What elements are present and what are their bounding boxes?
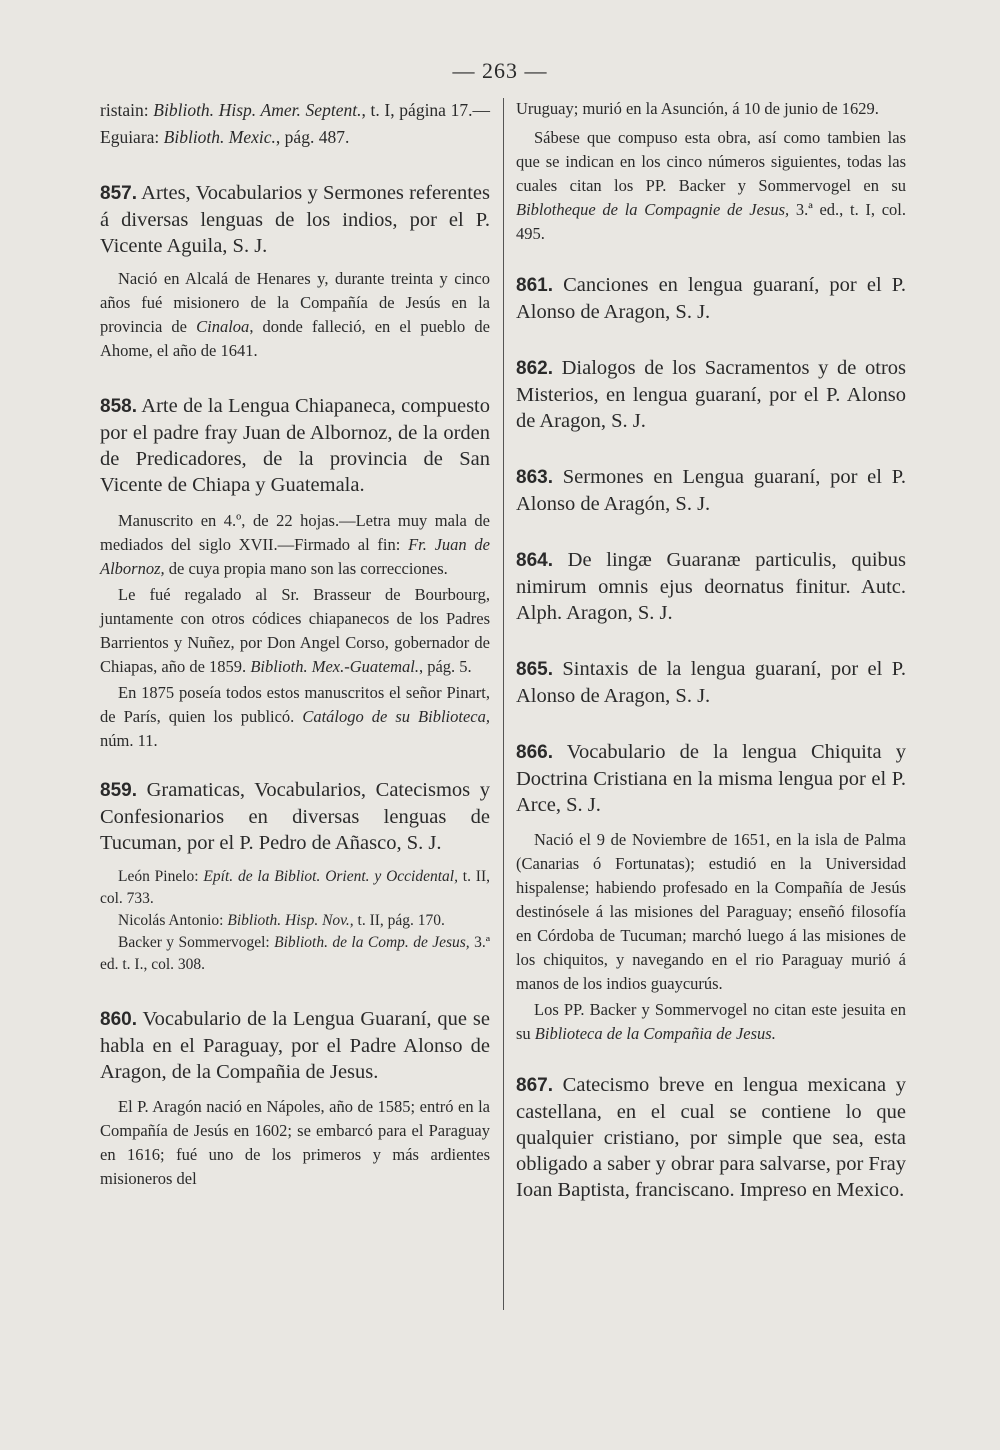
note-text: Le fué regalado al Sr. Brasseur de Bourbourg, juntamente con otros códices chiapanecos de los Padres Barrientos y Nuñez, por Don Angel Corso, gobernador de Chiapas, año de 1859.	[100, 585, 490, 676]
entry-859-ref-1	[100, 866, 490, 910]
entry-860-note: El P. Aragón nació en Nápoles, año de 1585; entró en la Compañía de Jesús en 1602; se embarcó para el Paraguay en 1616; fué uno de los primeros y más ardientes misioneros del	[100, 1097, 490, 1188]
left-column	[100, 97, 490, 1191]
continuation-text-e: , pág. 487.	[275, 127, 350, 147]
entry-862	[516, 355, 906, 434]
entry-number: 864.	[516, 550, 553, 571]
entry-859	[100, 777, 490, 976]
entry-860-heading	[100, 1006, 490, 1085]
entry-number: 859.	[100, 780, 137, 801]
continuation-note	[516, 126, 906, 246]
entry-number: 860.	[100, 1009, 137, 1030]
entry-title: De lingæ Guaranæ particulis, quibus nimirum omnis ejus deornatus finitur. Autc. Alph. Aragon, S. J.	[516, 549, 906, 624]
ref-italic: Biblioth. Hisp. Nov.,	[227, 912, 354, 929]
right-column	[516, 97, 906, 1203]
entry-title: Catecismo breve en lengua mexicana y castellana, en el cual se contiene lo que qualquier cristiano, por simple que sea, esta obligado a saber y obrar para salvarse, por Fray Ioan Baptista, franciscano. Impreso en Mexico.	[516, 1074, 906, 1201]
entry-857	[100, 180, 490, 363]
entry-title: Vocabulario de la lengua Chiquita y Doctrina Cristiana en la misma lengua por el P. Arce, S. J.	[516, 741, 906, 816]
note-text-end: , pág. 5.	[418, 657, 472, 676]
entry-title: Arte de la Lengua Chiapaneca, compuesto por el padre fray Juan de Albornoz, de la orden de Predicadores, de la provincia de San Vicente de Chiapa y Guatemala.	[100, 395, 490, 496]
ref-text: Backer y Sommervogel:	[118, 934, 275, 951]
ref-text-end: t. II, pág. 170.	[353, 912, 445, 929]
entry-866	[516, 739, 906, 1046]
entry-864	[516, 547, 906, 626]
note-italic: Biblioth. Mex.-Guatemal.	[250, 657, 419, 676]
continuation-text-a: ristain:	[100, 100, 154, 120]
column-divider	[503, 98, 504, 1310]
note-italic: Catálogo de su Biblioteca,	[302, 707, 490, 726]
entry-866-note-1: Nació el 9 de Noviembre de 1651, en la isla de Palma (Canarias ó Fortunatas); estudió en la Universidad hispalense; habiendo profesado en la Compañía de Jesús destinósele á las misiones del Paraguay; enseñó filosofía en Córdoba de Tucuman; marchó luego á las misiones de los chiquitos, y navegando en el rio Paraguay murió á manos de los indios guaycurús.	[516, 830, 906, 993]
continuation-citation: Biblioth. Hisp. Amer. Septent.	[153, 100, 362, 120]
entry-858-heading	[100, 393, 490, 498]
ref-text: Nicolás Antonio:	[118, 912, 228, 929]
entry-858-note-3	[100, 681, 490, 753]
entry-number: 858.	[100, 396, 137, 417]
ref-italic: Biblioth. de la Comp. de Jesus,	[274, 934, 470, 951]
page-number: — 263 —	[452, 58, 548, 83]
note-text-end: 3.ª ed., t. I, col. 495.	[516, 200, 906, 243]
note-italic: Biblotheque de la Compagnie de Jesus,	[516, 200, 790, 219]
entry-number: 867.	[516, 1075, 553, 1096]
note-text: Sábese que compuso esta obra, así como tambien las que se indican en los cinco números siguientes, todas las cuales citan los PP. Backer y Sommervogel en su	[516, 128, 906, 195]
entry-866-heading	[516, 739, 906, 818]
note-text: En 1875 poseía todos estos manuscritos el señor Pinart, de París, quien los publicó.	[100, 683, 490, 726]
note-text: Nació en Alcalá de Henares y, durante treinta y cinco años fué misionero de la Compañía de Jesús en la provincia de	[100, 269, 490, 336]
entry-title: Dialogos de los Sacramentos y de otros Misterios, en lengua guaraní, por el P. Alonso de Aragon, S. J.	[516, 357, 906, 432]
entry-857-note	[100, 267, 490, 363]
entry-867	[516, 1072, 906, 1203]
entry-number: 865.	[516, 659, 553, 680]
entry-866-note-2	[516, 998, 906, 1046]
entry-858	[100, 393, 490, 753]
entry-863	[516, 464, 906, 517]
ref-text-end: t. II, col. 733.	[100, 868, 490, 907]
entry-title: Canciones en lengua guaraní, por el P. Alonso de Aragon, S. J.	[516, 274, 906, 323]
entry-857-heading	[100, 180, 490, 259]
entry-number: 862.	[516, 358, 553, 379]
ref-text-end: 3.ª ed. t. I., col. 308.	[100, 934, 490, 973]
note-text-end: de cuya propia mano son las correcciones.	[164, 559, 448, 578]
note-text-end: núm. 11.	[100, 731, 158, 750]
entry-number: 866.	[516, 742, 553, 763]
continuation-text: Uruguay; murió en la Asunción, á 10 de junio de 1629.	[516, 99, 879, 118]
entry-title: Gramaticas, Vocabularios, Catecismos y Confesionarios en diversas lenguas de Tucuman, por el P. Pedro de Añasco, S. J.	[100, 779, 490, 854]
continuation-text	[100, 97, 490, 151]
entry-859-ref-3	[100, 932, 490, 976]
entry-number: 861.	[516, 275, 553, 296]
note-italic: Fr. Juan de Albornoz,	[100, 535, 490, 578]
continuation-text-c: , t. I, página 17.—Eguiara:	[100, 100, 491, 147]
entry-860	[100, 1006, 490, 1191]
note-text: Los PP. Backer y Sommervogel no citan este jesuita en su	[516, 1000, 906, 1043]
ref-text: León Pinelo:	[118, 868, 204, 885]
ref-italic: Epít. de la Bibliot. Orient. y Occidental,	[203, 868, 458, 885]
note-text-end: , donde falleció, en el pueblo de Ahome, el año de 1641.	[100, 317, 490, 360]
entry-title: Sintaxis de la lengua guaraní, por el P. Alonso de Aragon, S. J.	[516, 658, 906, 707]
entry-number: 857.	[100, 183, 137, 204]
entry-858-note-1	[100, 509, 490, 581]
entry-859-ref-2	[100, 910, 490, 932]
entry-title: Sermones en Lengua guaraní, por el P. Alonso de Aragón, S. J.	[516, 466, 906, 515]
entry-title: Artes, Vocabularios y Sermones referentes á diversas lenguas de los indios, por el P. Vicente Aguila, S. J.	[100, 182, 490, 257]
continuation-citation-2: Biblioth. Mexic.	[163, 127, 276, 147]
entry-title: Vocabulario de la Lengua Guaraní, que se habla en el Paraguay, por el Padre Alonso de Aragon, de la Compañia de Jesus.	[100, 1008, 490, 1083]
entry-861	[516, 272, 906, 325]
note-text: Manuscrito en 4.º, de 22 hojas.—Letra muy mala de mediados del siglo XVII.—Firmado al fin:	[100, 511, 490, 554]
note-italic: Cinaloa	[196, 317, 250, 336]
note-italic: Biblioteca de la Compañia de Jesus.	[534, 1024, 776, 1043]
entry-865	[516, 656, 906, 709]
entry-858-note-2	[100, 583, 490, 679]
entry-859-heading	[100, 777, 490, 856]
entry-number: 863.	[516, 467, 553, 488]
